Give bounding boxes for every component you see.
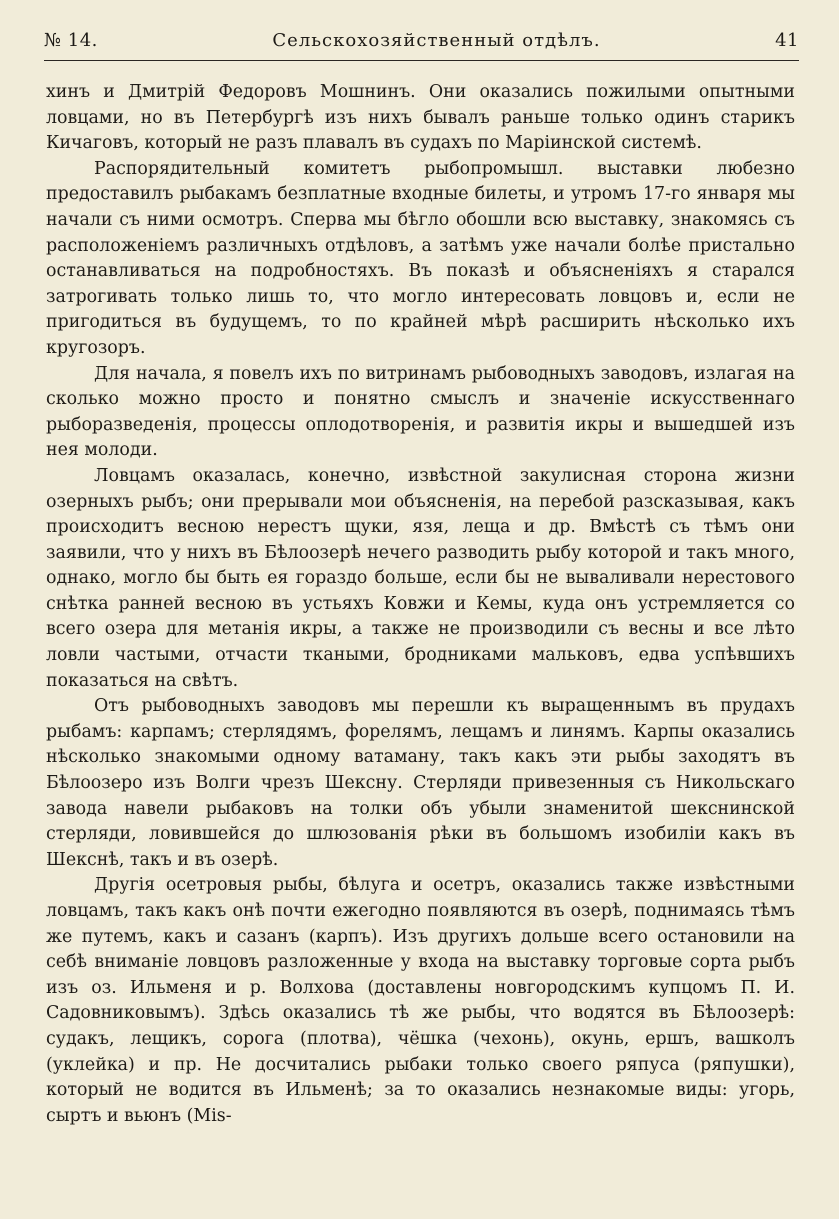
paragraph: хинъ и Дмитрій Федоровъ Мошнинъ. Они оказались пожилыми опытными ловцами, но въ Петербургѣ изъ нихъ бывалъ раньше только одинъ старикъ Кичаговъ, который не разъ плавалъ въ судахъ по Маріинской системѣ.: [46, 82, 795, 154]
page-header: [44, 30, 799, 60]
issue-number: № 14.: [44, 30, 98, 51]
paragraph: Отъ рыбоводныхъ заводовъ мы перешли къ выращеннымъ въ прудахъ рыбамъ: карпамъ; стерлядямъ, форелямъ, лещамъ и линямъ. Карпы оказались нѣсколько знакомыми одному ватаману, такъ какъ эти рыбы заходятъ въ Бѣлоозеро изъ Волги чрезъ Шексну. Стерляди привезенныя съ Никольскаго завода навели рыбаковъ на толки объ убыли знаменитой шекснинской стерляди, ловившейся до шлюзованія рѣки въ большомъ изобиліи какъ въ Шекснѣ, такъ и въ озерѣ.: [46, 696, 795, 870]
paragraph: Распорядительный комитетъ рыбопромышл. выставки любезно предоставилъ рыбакамъ безплатные входные билеты, и утромъ 17-го января мы начали съ ними осмотръ. Сперва мы бѣгло обошли всю выставку, знакомясь съ расположеніемъ различныхъ отдѣловъ, а затѣмъ уже начали болѣе пристально останавливаться на подробностяхъ. Въ показѣ и объясненіяхъ я старался затрогивать только лишь то, что могло интересовать ловцовъ и, если не пригодиться въ будущемъ, то по крайней мѣрѣ расширить нѣсколько ихъ кругозоръ.: [46, 158, 795, 358]
body-text: [46, 80, 795, 1129]
paragraph: Ловцамъ оказалась, конечно, извѣстной закулисная сторона жизни озерныхъ рыбъ; они прерывали мои объясненія, на перебой разсказывая, какъ происходитъ весною нерестъ щуки, язя, леща и др. Вмѣстѣ съ тѣмъ они заявили, что у нихъ въ Бѣлоозерѣ нечего разводить рыбу которой и такъ много, однако, могло бы быть ея гораздо больше, если бы не вываливали нерестового снѣтка ранней весною въ устьяхъ Ковжи и Кемы, куда онъ устремляется со всего озера для метанія икры, а также не производили съ весны и все лѣто ловли частыми, отчасти ткаными, бродниками мальковъ, едва успѣвшихъ показаться на свѣтъ.: [46, 465, 795, 691]
section-title: Сельскохозяйственный отдѣлъ.: [272, 30, 601, 51]
page-number: 41: [775, 30, 799, 51]
paragraph: Другія осетровыя рыбы, бѣлуга и осетръ, оказались также извѣстными ловцамъ, такъ какъ онѣ почти ежегодно появляются въ озерѣ, поднимаясь тѣмъ же путемъ, какъ и сазанъ (карпъ). Изъ другихъ дольше всего остановили на себѣ вниманіе ловцовъ разложенные у входа на выставку торговые сорта рыбъ изъ оз. Ильменя и р. Волхова (доставлены новгородскимъ купцомъ П. И. Садовниковымъ). Здѣсь оказались тѣ же рыбы, что водятся въ Бѣлоозерѣ: судакъ, лещикъ, сорога (плотва), чёшка (чехонь), окунь, ершъ, вашколъ (уклейка) и пр. Не досчитались рыбаки только своего ряпуса (ряпушки), который не водится въ Ильменѣ; за то оказались незнакомые виды: угорь, сыртъ и вьюнъ (Mis-: [46, 875, 795, 1126]
header-rule: [44, 60, 799, 61]
paragraph: Для начала, я повелъ ихъ по витринамъ рыбоводныхъ заводовъ, излагая на сколько можно просто и понятно смыслъ и значеніе искусственнаго рыборазведенія, процессы оплодотворенія, и развитія икры и вышедшей изъ нея молоди.: [46, 363, 795, 461]
